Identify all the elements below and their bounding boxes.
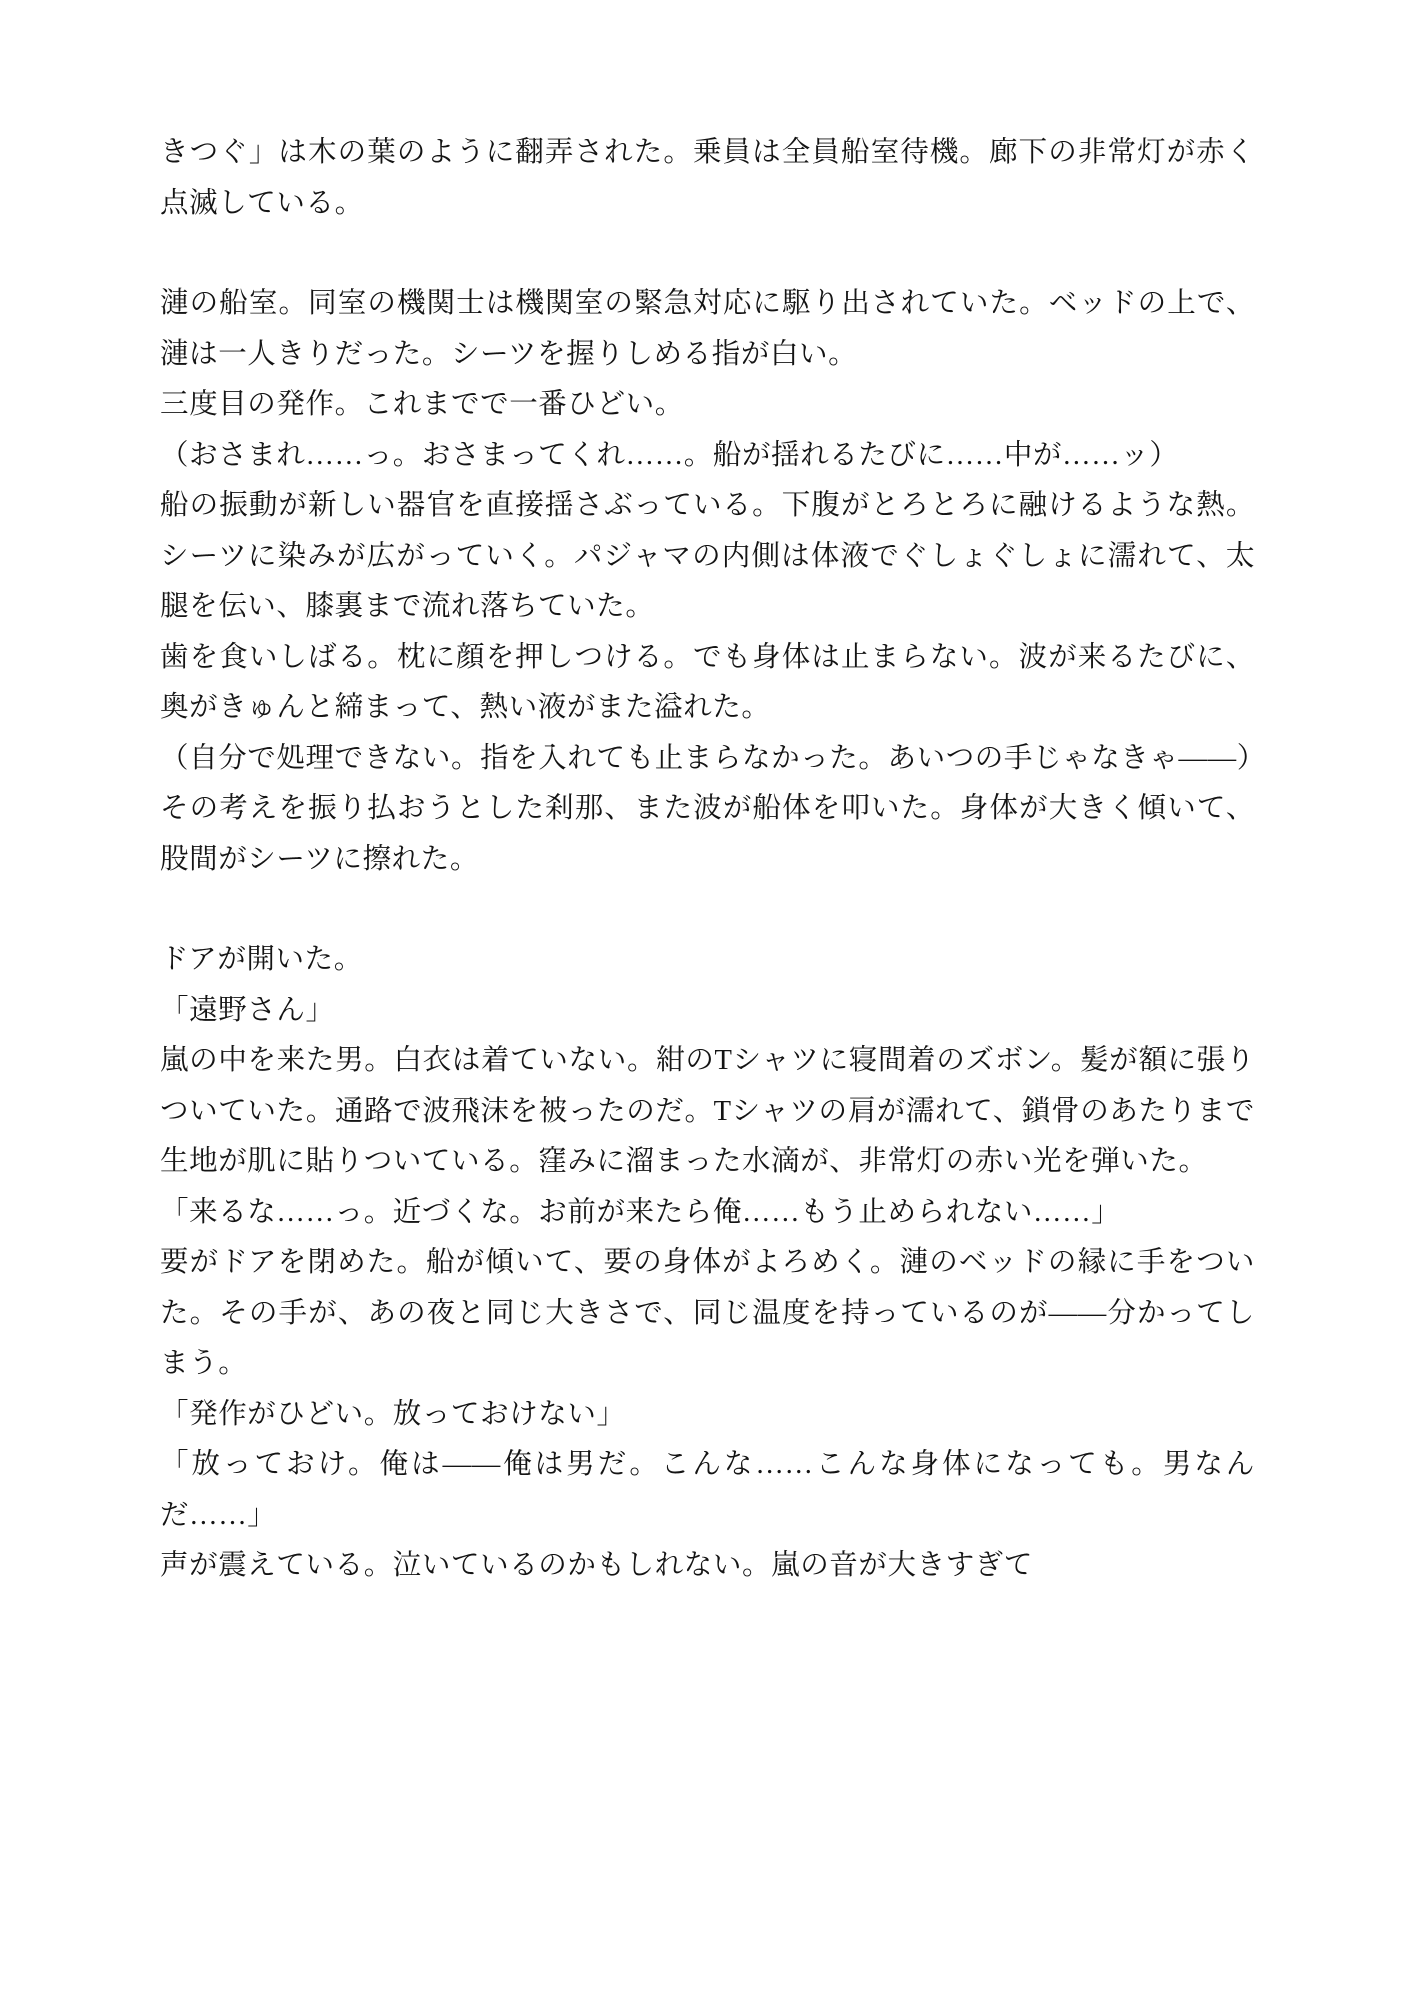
paragraph: 歯を食いしばる。枕に顔を押しつける。でも身体は止まらない。波が来るたびに、奥がきゅんと締まって、熱い液がまた溢れた。: [160, 641, 1255, 723]
paragraph: きつぐ」は木の葉のように翻弄された。乗員は全員船室待機。廊下の非常灯が赤く点滅している。: [160, 137, 1255, 219]
paragraph: 漣の船室。同室の機関士は機関室の緊急対応に駆り出されていた。ベッドの上で、漣は一人きりだった。シーツを握りしめる指が白い。: [160, 288, 1255, 370]
paragraph: 「来るな……っ。近づくな。お前が来たら俺……もう止められない……」: [160, 1196, 1121, 1228]
paragraph-spacer: [160, 229, 1255, 279]
paragraph: 嵐の中を来た男。白衣は着ていない。紺のTシャツに寝間着のズボン。髪が額に張りついていた。通路で波飛沫を被ったのだ。Tシャツの肩が濡れて、鎖骨のあたりまで生地が肌に貼りついている。窪みに溜まった水滴が、非常灯の赤い光を弾いた。: [160, 1045, 1255, 1177]
paragraph: 「放っておけ。俺は――俺は男だ。こんな……こんな身体になっても。男なんだ……」: [160, 1449, 1255, 1531]
paragraph: 声が震えている。泣いているのかもしれない。嵐の音が大きすぎて: [160, 1550, 1034, 1581]
paragraph: ドアが開いた。: [160, 944, 363, 975]
paragraph: 要がドアを閉めた。船が傾いて、要の身体がよろめく。漣のベッドの縁に手をついた。その手が、あの夜と同じ大きさで、同じ温度を持っているのが――分かってしまう。: [160, 1247, 1255, 1379]
paragraph: その考えを振り払おうとした刹那、また波が船体を叩いた。身体が大きく傾いて、股間がシーツに擦れた。: [160, 793, 1255, 875]
paragraph: （自分で処理できない。指を入れても止まらなかった。あいつの手じゃなきゃ――）: [160, 742, 1266, 774]
paragraph: （おさまれ……っ。おさまってくれ……。船が揺れるたびに……中が……ッ）: [160, 439, 1179, 471]
paragraph: 「遠野さん」: [160, 994, 335, 1026]
paragraph: 三度目の発作。これまでで一番ひどい。: [160, 389, 684, 420]
paragraph: 船の振動が新しい器官を直接揺さぶっている。下腹がとろとろに融けるような熱。シーツに染みが広がっていく。パジャマの内側は体液でぐしょぐしょに濡れて、太腿を伝い、膝裏まで流れ落ちていた。: [160, 490, 1255, 622]
paragraph-spacer: [160, 885, 1255, 935]
document-body: [160, 128, 1266, 1592]
paragraph: 「発作がひどい。放っておけない」: [160, 1398, 626, 1430]
